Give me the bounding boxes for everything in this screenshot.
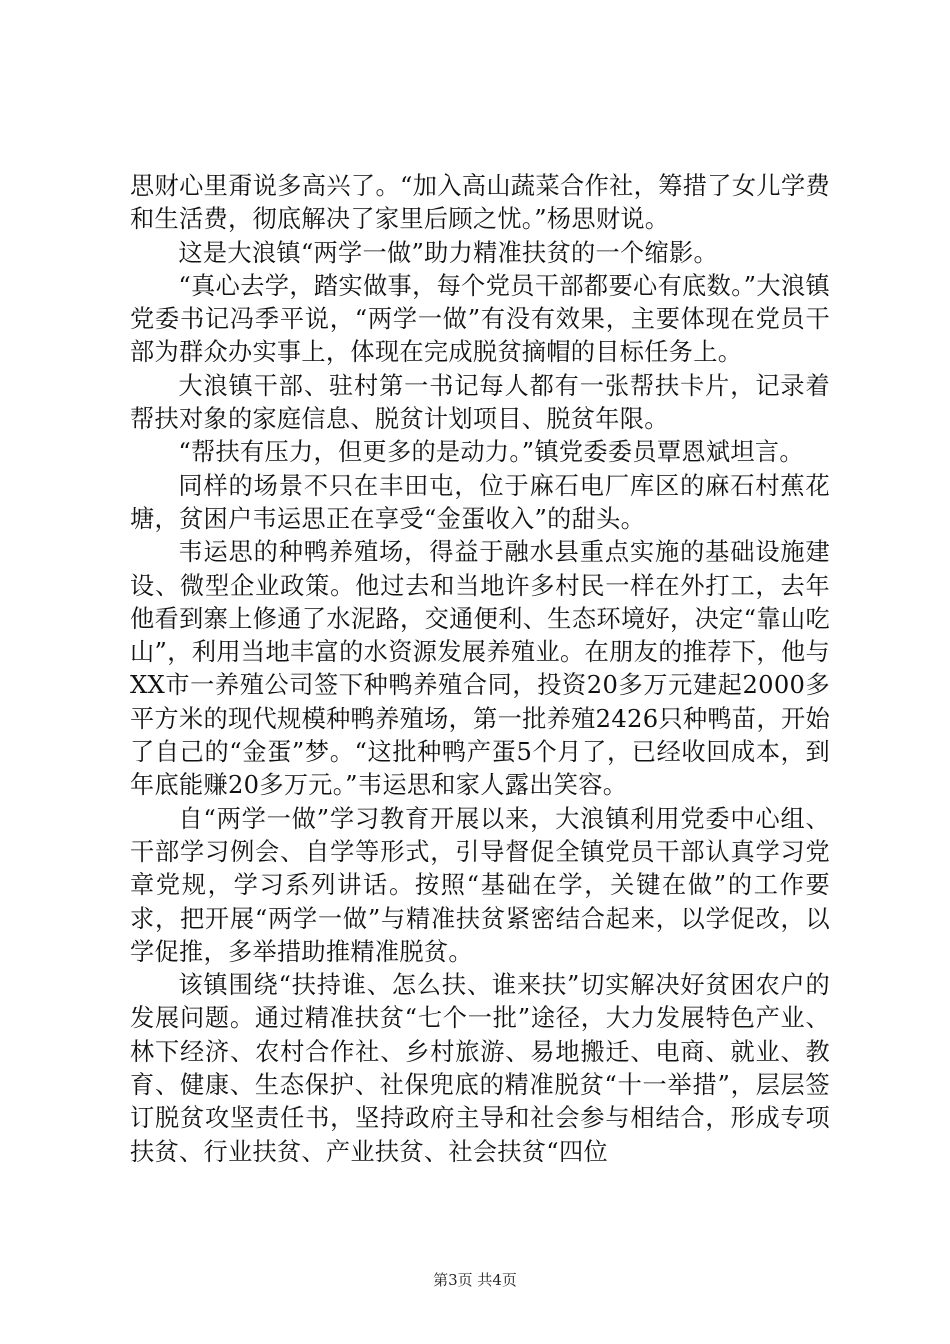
paragraph-2: 这是大浪镇“两学一做”助力精准扶贫的一个缩影。	[178, 238, 718, 267]
document-body	[130, 170, 830, 1169]
paragraph-5: “帮扶有压力，但更多的是动力。”镇党委委员覃恩斌坦言。	[178, 438, 804, 467]
paragraph-6: 同样的场景不只在丰田屯，位于麻石电厂库区的麻石村蕉花塘，贫困户韦运思正在享受“金蛋收入”的甜头。	[130, 471, 830, 533]
paragraph-7: 韦运思的种鸭养殖场，得益于融水县重点实施的基础设施建设、微型企业政策。他过去和当地许多村民一样在外打工，去年他看到寨上修通了水泥路，交通便利、生态环境好，决定“靠山吃山”，利用当地丰富的水资源发展养殖业。在朋友的推荐下，他与XX市一养殖公司签下种鸭养殖合同，投资20多万元建起2000多平方米的现代规模种鸭养殖场，第一批养殖2426只种鸭苗，开始了自己的“金蛋”梦。“这批种鸭产蛋5个月了，已经收回成本，到年底能赚20多万元。”韦运思和家人露出笑容。	[130, 538, 830, 800]
paragraph-4: 大浪镇干部、驻村第一书记每人都有一张帮扶卡片，记录着帮扶对象的家庭信息、脱贫计划项目、脱贫年限。	[130, 371, 830, 434]
paragraph-8: 自“两学一做”学习教育开展以来，大浪镇利用党委中心组、干部学习例会、自学等形式，引导督促全镇党员干部认真学习党章党规，学习系列讲话。按照“基础在学，关键在做”的工作要求，把开展“两学一做”与精准扶贫紧密结合起来，以学促改，以学促推，多举措助推精准脱贫。	[130, 804, 830, 966]
page-footer	[0, 1270, 950, 1290]
page-number-label: 第3页 共4页	[433, 1271, 517, 1289]
paragraph-1: 思财心里甭说多高兴了。“加入高山蔬菜合作社，筹措了女儿学费和生活费，彻底解决了家里后顾之忧。”杨思财说。	[130, 172, 830, 234]
paragraph-3: “真心去学，踏实做事，每个党员干部都要心有底数。”大浪镇党委书记冯季平说，“两学一做”有没有效果，主要体现在党员干部为群众办实事上，体现在完成脱贫摘帽的目标任务上。	[130, 271, 830, 367]
paragraph-9: 该镇围绕“扶持谁、怎么扶、谁来扶”切实解决好贫困农户的发展问题。通过精准扶贫“七个一批”途径，大力发展特色产业、林下经济、农村合作社、乡村旅游、易地搬迁、电商、就业、教育、健康、生态保护、社保兜底的精准脱贫“十一举措”，层层签订脱贫攻坚责任书，坚持政府主导和社会参与相结合，形成专项扶贫、行业扶贫、产业扶贫、社会扶贫“四位	[130, 971, 830, 1166]
